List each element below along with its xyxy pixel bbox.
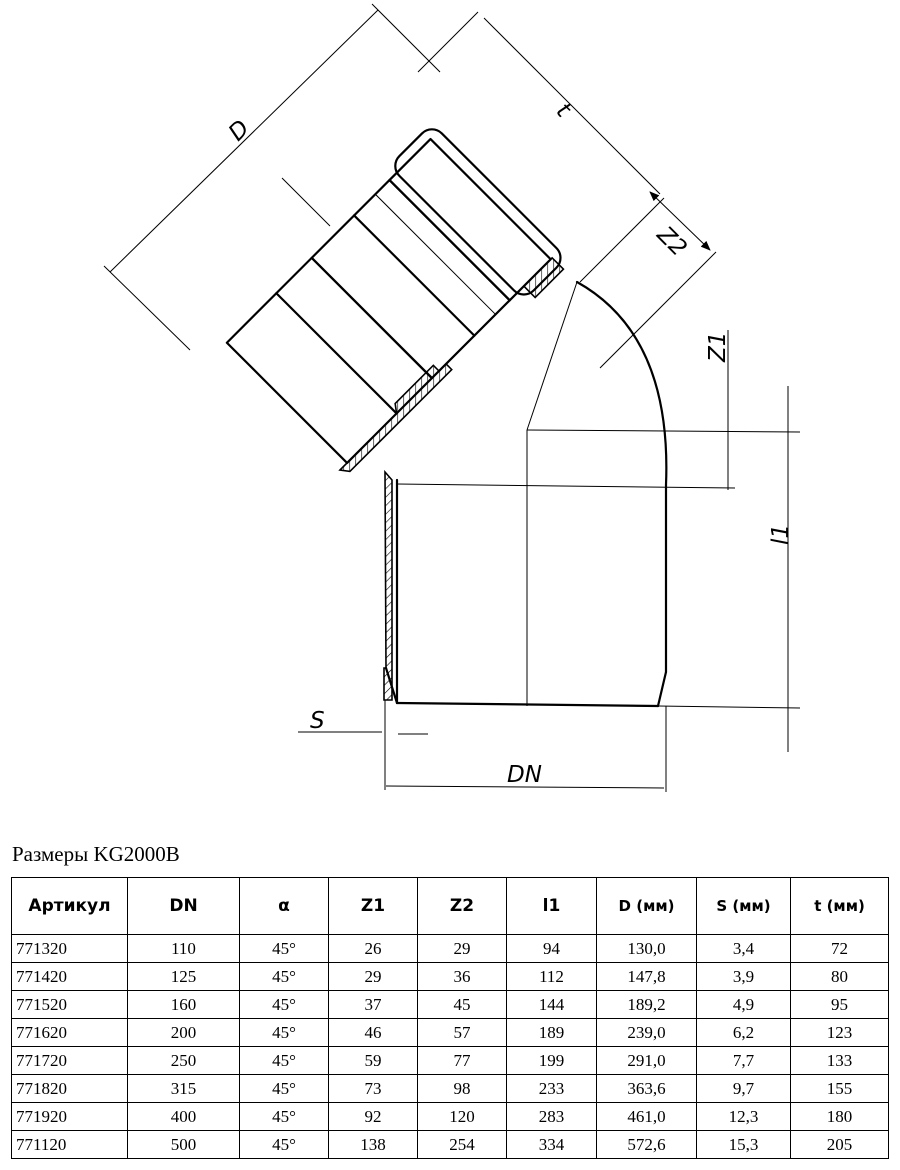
table-cell: 239,0 <box>597 1019 697 1047</box>
table-cell: 45 <box>418 991 507 1019</box>
table-cell: 144 <box>507 991 597 1019</box>
table-cell: 45° <box>240 1131 329 1159</box>
table-cell: 771120 <box>12 1131 128 1159</box>
table-cell: 59 <box>329 1047 418 1075</box>
table-row <box>12 963 889 991</box>
table-cell: 125 <box>128 963 240 991</box>
table-cell: 771320 <box>12 935 128 963</box>
header-cell: t (мм) <box>791 878 889 935</box>
table-cell: 500 <box>128 1131 240 1159</box>
table-cell: 315 <box>128 1075 240 1103</box>
svg-text:Z1: Z1 <box>705 331 731 362</box>
table-cell: 363,6 <box>597 1075 697 1103</box>
table-cell: 160 <box>128 991 240 1019</box>
table-row <box>12 1103 889 1131</box>
table-cell: 771720 <box>12 1047 128 1075</box>
table-cell: 254 <box>418 1131 507 1159</box>
table-cell: 283 <box>507 1103 597 1131</box>
table-cell: 771420 <box>12 963 128 991</box>
header-cell: Z2 <box>418 878 507 935</box>
inclined-socket <box>213 124 571 482</box>
table-cell: 112 <box>507 963 597 991</box>
dimensions-table <box>11 877 889 1159</box>
table-cell: 3,9 <box>697 963 791 991</box>
table-cell: 92 <box>329 1103 418 1131</box>
table-cell: 45° <box>240 1047 329 1075</box>
table-cell: 291,0 <box>597 1047 697 1075</box>
bend-inner-line <box>527 282 577 430</box>
straight-leg <box>384 430 666 706</box>
table-cell: 77 <box>418 1047 507 1075</box>
svg-text:l1: l1 <box>768 523 794 545</box>
table-cell: 123 <box>791 1019 889 1047</box>
table-cell: 250 <box>128 1047 240 1075</box>
table-cell: 80 <box>791 963 889 991</box>
table-cell: 180 <box>791 1103 889 1131</box>
table-cell: 46 <box>329 1019 418 1047</box>
table-cell: 94 <box>507 935 597 963</box>
table-row <box>12 1075 889 1103</box>
table-cell: 45° <box>240 1075 329 1103</box>
table-cell: 120 <box>418 1103 507 1131</box>
table-cell: 133 <box>791 1047 889 1075</box>
center-axis-mark <box>282 178 330 226</box>
table-cell: 130,0 <box>597 935 697 963</box>
table-cell: 4,9 <box>697 991 791 1019</box>
svg-text:D: D <box>223 115 255 147</box>
table-cell: 205 <box>791 1131 889 1159</box>
bend-outer-arc <box>577 282 666 485</box>
table-cell: 26 <box>329 935 418 963</box>
table-cell: 771520 <box>12 991 128 1019</box>
table-cell: 45° <box>240 935 329 963</box>
header-cell: S (мм) <box>697 878 791 935</box>
table-cell: 7,7 <box>697 1047 791 1075</box>
table-cell: 95 <box>791 991 889 1019</box>
table-cell: 189,2 <box>597 991 697 1019</box>
table-cell: 572,6 <box>597 1131 697 1159</box>
dimension-DN <box>386 706 666 792</box>
table-cell: 29 <box>418 935 507 963</box>
svg-text:t: t <box>550 97 576 123</box>
table-header-row <box>12 878 889 935</box>
dimension-l1 <box>658 386 800 752</box>
table-caption: Размеры KG2000B <box>12 842 180 866</box>
table-cell: 45° <box>240 991 329 1019</box>
table-cell: 36 <box>418 963 507 991</box>
svg-text:Z2: Z2 <box>651 221 692 262</box>
header-cell: D (мм) <box>597 878 697 935</box>
table-cell: 73 <box>329 1075 418 1103</box>
table-cell: 334 <box>507 1131 597 1159</box>
table-cell: 9,7 <box>697 1075 791 1103</box>
table-cell: 771920 <box>12 1103 128 1131</box>
table-cell: 37 <box>329 991 418 1019</box>
table-cell: 147,8 <box>597 963 697 991</box>
table-cell: 15,3 <box>697 1131 791 1159</box>
table-cell: 12,3 <box>697 1103 791 1131</box>
table-row <box>12 935 889 963</box>
svg-text:S: S <box>310 708 325 734</box>
table-cell: 45° <box>240 1019 329 1047</box>
header-cell: l1 <box>507 878 597 935</box>
table-cell: 45° <box>240 1103 329 1131</box>
table-cell: 98 <box>418 1075 507 1103</box>
table-cell: 155 <box>791 1075 889 1103</box>
dimension-Z2 <box>580 192 716 368</box>
table-cell: 400 <box>128 1103 240 1131</box>
table-cell: 200 <box>128 1019 240 1047</box>
table-cell: 199 <box>507 1047 597 1075</box>
table-cell: 6,2 <box>697 1019 791 1047</box>
header-cell: α <box>240 878 329 935</box>
table-cell: 233 <box>507 1075 597 1103</box>
table-cell: 189 <box>507 1019 597 1047</box>
table-cell: 138 <box>329 1131 418 1159</box>
table-cell: 45° <box>240 963 329 991</box>
header-cell: Z1 <box>329 878 418 935</box>
table-cell: 461,0 <box>597 1103 697 1131</box>
svg-text:DN: DN <box>507 762 542 788</box>
dimension-S <box>298 700 428 790</box>
table-cell: 72 <box>791 935 889 963</box>
dimension-t <box>418 12 660 194</box>
header-cell: Артикул <box>12 878 128 935</box>
table-cell: 29 <box>329 963 418 991</box>
table-cell: 771820 <box>12 1075 128 1103</box>
table-row <box>12 1047 889 1075</box>
table-cell: 110 <box>128 935 240 963</box>
table-row <box>12 991 889 1019</box>
header-cell: DN <box>128 878 240 935</box>
table-cell: 771620 <box>12 1019 128 1047</box>
table-row <box>12 1131 889 1159</box>
table-cell: 3,4 <box>697 935 791 963</box>
table-cell: 57 <box>418 1019 507 1047</box>
table-row <box>12 1019 889 1047</box>
